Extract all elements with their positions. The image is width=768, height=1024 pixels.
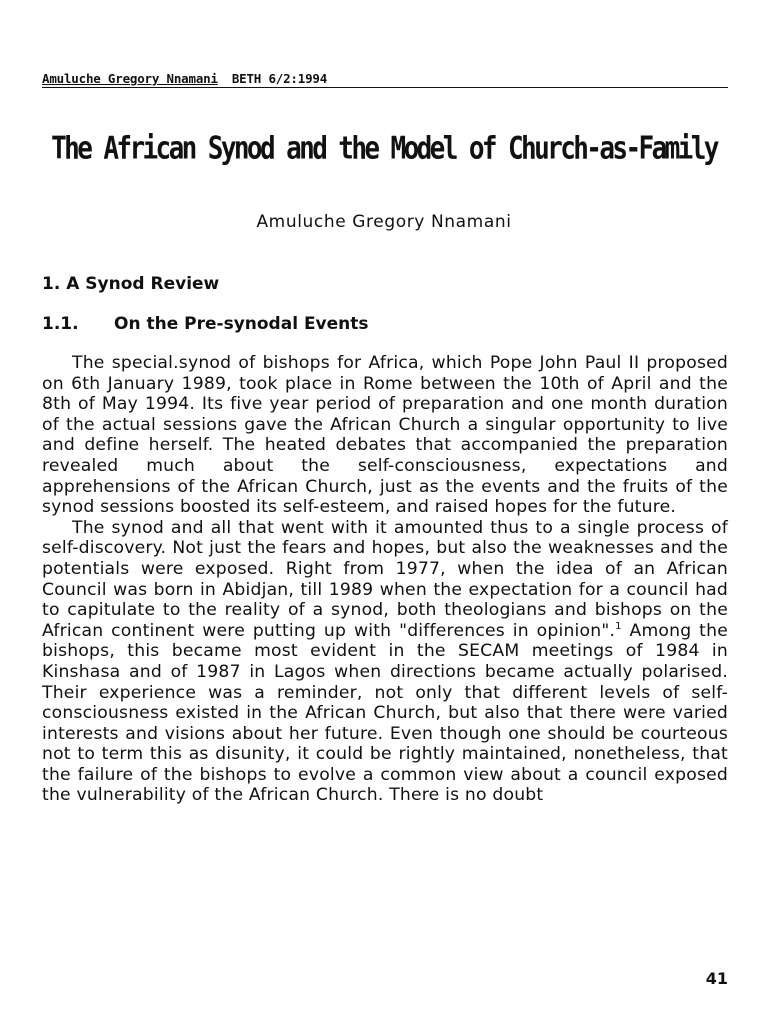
paragraph-2-text-after-note: Among the bishops, this became most evident in the SECAM meetings of 1984 in Kinshasa and of 1987 in Lagos when directions became actually polarised. Their experience was a reminder, not only that different levels of self-consciousness existed in the African Church, but also that there were varied interests and visions about her future. Even though one should be courteous not to term this as disunity, it could be rightly maintained, nonetheless, that the failure of the bishops to evolve a common view about a council exposed the vulnerability of the African Church. There is no doubt bbox=[42, 620, 728, 806]
section-title: A Synod Review bbox=[66, 274, 220, 294]
section-heading bbox=[42, 274, 219, 294]
subsection-number: 1.1. bbox=[42, 314, 79, 334]
author-byline: Amuluche Gregory Nnamani bbox=[256, 212, 512, 232]
paragraph-2 bbox=[42, 518, 728, 806]
article-body bbox=[42, 353, 728, 806]
page-number: 41 bbox=[705, 969, 728, 988]
subsection-title: On the Pre-synodal Events bbox=[114, 314, 369, 334]
paragraph-1: The special.synod of bishops for Africa, which Pope John Paul II proposed on 6th January 1989, took place in Rome between the 10th of April and the 8th of May 1994. Its five year period of preparation and one month duration of the actual sessions gave the African Church a singular opportunity to live and define herself. The heated debates that accompanied the preparation revealed much about the self-consciousness, expectations and apprehensions of the African Church, just as the events and the fruits of the synod sessions boosted its self-esteem, and raised hopes for the future. bbox=[42, 353, 728, 518]
paragraph-2-text-before-note: The synod and all that went with it amounted thus to a single process of self-discovery. Not just the fears and hopes, but also the weaknesses and the potentials were exposed. Right from 1977, when the idea of an African Council was born in Abidjan, till 1989 when the expectation for a council had to capitulate to the reality of a synod, both theologians and bishops on the African continent were putting up with "differences in opinion". bbox=[42, 517, 728, 641]
footnote-marker: 1 bbox=[615, 620, 622, 632]
subsection-heading bbox=[42, 314, 369, 334]
running-header bbox=[42, 72, 728, 88]
header-author: Amuluche Gregory Nnamani bbox=[42, 71, 218, 86]
article-title: The African Synod and the Model of Church-as-Family bbox=[51, 131, 717, 167]
section-number: 1. bbox=[42, 274, 61, 294]
header-journal-citation: BETH 6/2:1994 bbox=[231, 71, 328, 86]
